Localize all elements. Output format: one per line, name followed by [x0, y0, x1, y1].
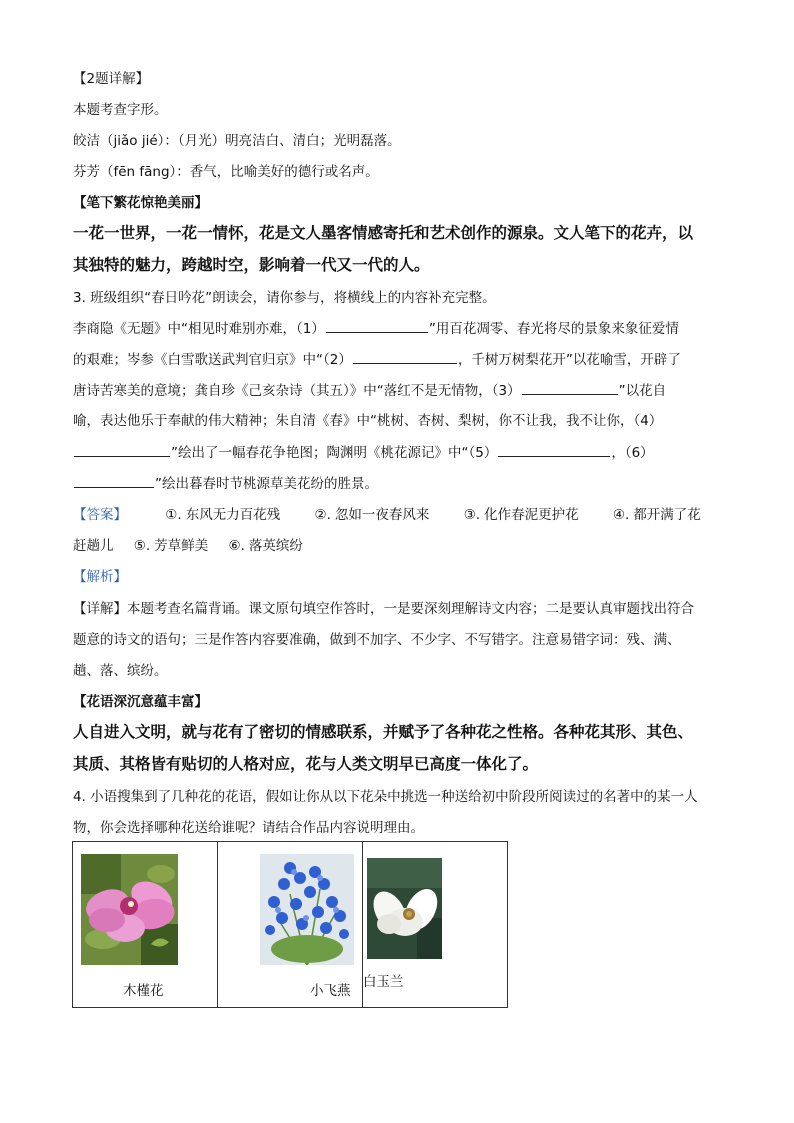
answer-2: ②. 忽如一夜春风来	[314, 507, 430, 523]
answer-4-cont: 赶趟儿	[73, 538, 114, 554]
q3-line-3	[73, 380, 666, 401]
blank-5[interactable]	[498, 442, 610, 457]
flower-name-hibiscus: 木槿花	[123, 983, 164, 999]
section-1-title: 【笔下繁花惊艳美丽】	[73, 195, 208, 211]
q3-line-5	[73, 442, 654, 463]
blank-6[interactable]	[74, 473, 154, 488]
answer-4: ④. 都开满了花	[612, 507, 701, 523]
blank-2[interactable]	[353, 349, 457, 364]
larkspur-image	[260, 854, 354, 965]
section-1-line-1: 一花一世界，一花一情怀，花是文人墨客情感寄托和艺术创作的源泉。文人笔下的花卉，以	[73, 224, 694, 242]
blank-1[interactable]	[326, 318, 428, 333]
flower-cell-larkspur	[218, 842, 363, 1008]
detail-line-2: 题意的诗文的语句；三是作答内容要准确，做到不加字、不少字、不写错字。注意易错字词：残、满、	[73, 632, 681, 648]
answer-line-2	[73, 536, 309, 556]
q2-item-2: 芬芳（fēn fāng）：香气，比喻美好的德行或名声。	[73, 164, 379, 180]
blank-3[interactable]	[522, 380, 618, 395]
magnolia-image	[367, 858, 442, 959]
answer-3: ③. 化作春泥更护花	[463, 507, 579, 523]
q3-line-2-b: ，千树万树梨花开”以花喻雪，开辟了	[457, 352, 681, 368]
answer-label: 【答案】	[73, 507, 127, 523]
q2-item-1: 皎洁（jiǎo jié）：（月光）明亮洁白、清白；光明磊落。	[73, 133, 401, 149]
q3-line-6-a: ”绘出暮春时节桃源草美花纷的胜景。	[155, 476, 378, 492]
q3-line-1	[73, 318, 679, 339]
q4-line-2: 物，你会选择哪种花送给谁呢？请结合作品内容说明理由。	[73, 820, 424, 836]
section-2-title: 【花语深沉意蕴丰富】	[73, 694, 208, 710]
answer-5: ⑤. 芳草鲜美	[133, 538, 209, 554]
section-2-line-2: 其质、其格皆有贴切的人格对应，花与人类文明早已高度一体化了。	[73, 755, 539, 773]
q3-line-1-b: ”用百花凋零、春光将尽的景象来象征爱情	[428, 321, 679, 337]
q3-line-3-b: ”以花自	[618, 383, 667, 399]
answer-line-1	[73, 505, 707, 525]
section-2-line-1: 人自进入文明，就与花有了密切的情感联系，并赋予了各种花之性格。各种花其形、其色、	[73, 723, 694, 741]
hibiscus-image	[81, 854, 178, 965]
answer-6: ⑥. 落英缤纷	[228, 538, 303, 554]
q4-line-1: 4. 小语搜集到了几种花的花语，假如让你从以下花朵中挑选一种送给初中阶段所阅读过的名著中的某一人	[73, 789, 698, 805]
q3-stem: 3. 班级组织“春日吟花”朗读会，请你参与，将横线上的内容补充完整。	[73, 290, 496, 306]
flower-table	[72, 841, 508, 1008]
q3-line-2-a: 的艰难；岑参《白雪歌送武判官归京》中“（2）	[73, 352, 352, 368]
blank-4[interactable]	[74, 442, 170, 457]
q3-line-1-a: 李商隐《无题》中“相见时难别亦难，（1）	[73, 321, 325, 337]
q3-line-6	[73, 473, 378, 494]
flower-name-larkspur: 小飞燕	[310, 983, 351, 999]
q3-line-4: 喻，表达他乐于奉献的伟大精神；朱自清《春》中“桃树、杏树、梨树，你不让我，我不让你，（4）	[73, 413, 663, 429]
flower-cell-magnolia	[363, 842, 508, 1008]
answer-1: ①. 东风无力百花残	[165, 507, 281, 523]
section-1-line-2: 其独特的魅力，跨越时空，影响着一代又一代的人。	[73, 256, 430, 274]
q3-line-3-a: 唐诗苦寒美的意境；龚自珍《己亥杂诗（其五）》中“落红不是无情物，（3）	[73, 383, 521, 399]
detail-line-1: 【详解】本题考查名篇背诵。课文原句填空作答时，一是要深刻理解诗文内容；二是要认真审题找出符合	[73, 601, 694, 617]
flower-name-magnolia: 白玉兰	[363, 974, 404, 990]
q2-title: 【2题详解】	[73, 71, 150, 87]
q3-line-5-a: ”绘出了一幅春花争艳图；陶渊明《桃花源记》中“（5）	[171, 445, 498, 461]
detail-line-3: 趟、落、缤纷。	[73, 663, 168, 679]
q3-line-5-b: ，（6）	[611, 445, 654, 461]
analysis-label: 【解析】	[73, 569, 127, 585]
flower-cell-hibiscus	[73, 842, 218, 1008]
q2-intro: 本题考查字形。	[73, 102, 168, 118]
q3-line-2	[73, 349, 681, 370]
